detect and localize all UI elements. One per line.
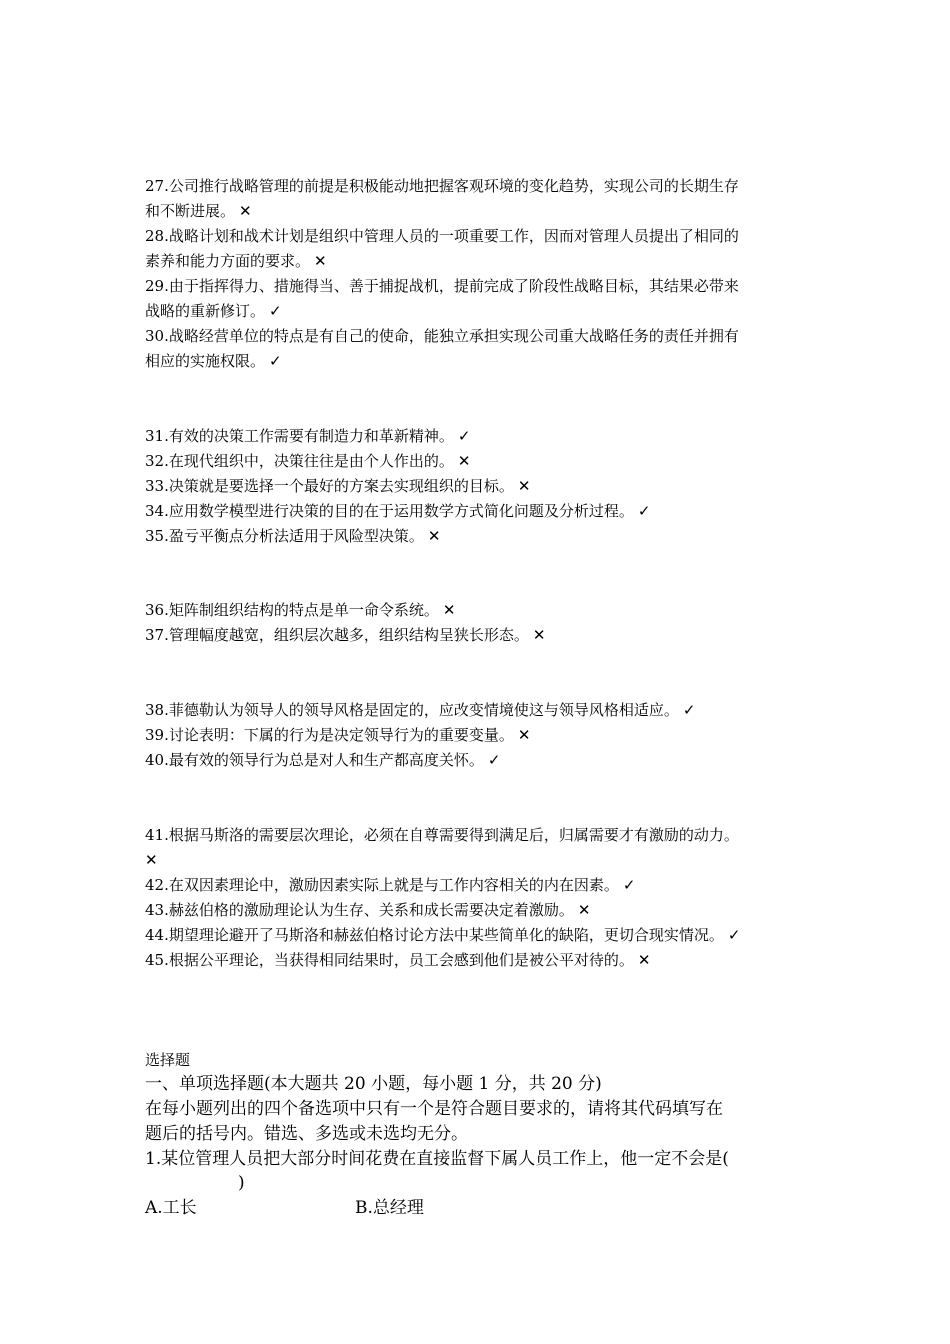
statement-36: 36.矩阵制组织结构的特点是单一命令系统。 ✕ <box>145 601 456 619</box>
check-mark: ✓ <box>487 751 501 769</box>
statement-38: 38.菲德勒认为领导人的领导风格是固定的，应改变情境使这与领导风格相适应。 ✓ <box>145 701 696 719</box>
wrong-mark: ✕ <box>517 477 531 495</box>
question-1-line1: 1.某位管理人员把大部分时间花费在直接监督下属人员工作上，他一定不会是( <box>145 1149 729 1169</box>
section-subheading: 一、单项选择题(本大题共 20 小题，每小题 1 分，共 20 分) <box>145 1074 602 1094</box>
statement-41-line1: 41.根据马斯洛的需要层次理论，必须在自尊需要得到满足后，归属需要才有激励的动力。 <box>145 826 739 844</box>
check-mark: ✓ <box>637 502 651 520</box>
instruction-line2: 题后的括号内。错选、多选或未选均无分。 <box>145 1124 468 1144</box>
statement-44: 44.期望理论避开了马斯洛和赫兹伯格讨论方法中某些简单化的缺陷，更切合现实情况。 ✓ <box>145 926 741 944</box>
check-mark: ✓ <box>682 701 696 719</box>
statement-29-line1: 29.由于指挥得力、措施得当、善于捕捉战机，提前完成了阶段性战略目标，其结果必带来 <box>145 277 739 295</box>
statement-28-line1: 28.战略计划和战术计划是组织中管理人员的一项重要工作，因而对管理人员提出了相同的 <box>145 227 739 245</box>
wrong-mark: ✕ <box>442 601 456 619</box>
statement-32: 32.在现代组织中，决策往往是由个人作出的。 ✕ <box>145 452 471 470</box>
statement-30-line2: 相应的实施权限。 ✓ <box>145 352 282 370</box>
check-mark: ✓ <box>457 427 471 445</box>
wrong-mark: ✕ <box>427 527 441 545</box>
wrong-mark: ✕ <box>239 202 252 220</box>
option-b: B.总经理 <box>355 1198 424 1218</box>
wrong-mark: ✕ <box>577 901 591 919</box>
check-mark: ✓ <box>269 302 282 320</box>
statement-28-line2: 素养和能力方面的要求。 ✕ <box>145 252 327 270</box>
statement-37: 37.管理幅度越宽，组织层次越多，组织结构呈狭长形态。 ✕ <box>145 626 546 644</box>
question-1-paren: ) <box>238 1173 245 1193</box>
statement-27-line2: 和不断进展。 ✕ <box>145 202 252 220</box>
check-mark: ✓ <box>269 352 282 370</box>
section-heading: 选择题 <box>145 1051 191 1069</box>
statement-41-line2 <box>145 850 158 870</box>
statement-39: 39.讨论表明：下属的行为是决定领导行为的重要变量。 ✕ <box>145 726 531 744</box>
wrong-mark: ✕ <box>637 951 651 969</box>
statement-43: 43.赫兹伯格的激励理论认为生存、关系和成长需要决定着激励。 ✕ <box>145 901 591 919</box>
option-a: A.工长 <box>145 1198 197 1218</box>
statement-27-line1: 27.公司推行战略管理的前提是积极能动地把握客观环境的变化趋势，实现公司的长期生存 <box>145 177 739 195</box>
wrong-mark: ✕ <box>314 252 327 270</box>
statement-42: 42.在双因素理论中，激励因素实际上就是与工作内容相关的内在因素。 ✓ <box>145 876 636 894</box>
wrong-mark: ✕ <box>457 452 471 470</box>
statement-29-line2: 战略的重新修订。 ✓ <box>145 302 282 320</box>
statement-31: 31.有效的决策工作需要有制造力和革新精神。 ✓ <box>145 427 471 445</box>
instruction-line1: 在每小题列出的四个备选项中只有一个是符合题目要求的，请将其代码填写在 <box>145 1099 723 1119</box>
wrong-mark: ✕ <box>145 851 158 869</box>
check-mark: ✓ <box>622 876 636 894</box>
check-mark: ✓ <box>727 926 741 944</box>
wrong-mark: ✕ <box>532 626 546 644</box>
statement-34: 34.应用数学模型进行决策的目的在于运用数学方式简化问题及分析过程。 ✓ <box>145 502 651 520</box>
statement-30-line1: 30.战略经营单位的特点是有自己的使命，能独立承担实现公司重大战略任务的责任并拥有 <box>145 327 739 345</box>
statement-35: 35.盈亏平衡点分析法适用于风险型决策。 ✕ <box>145 527 441 545</box>
statement-33: 33.决策就是要选择一个最好的方案去实现组织的目标。 ✕ <box>145 477 531 495</box>
wrong-mark: ✕ <box>517 726 531 744</box>
statement-45: 45.根据公平理论，当获得相同结果时，员工会感到他们是被公平对待的。 ✕ <box>145 951 651 969</box>
statement-40: 40.最有效的领导行为总是对人和生产都高度关怀。 ✓ <box>145 751 501 769</box>
